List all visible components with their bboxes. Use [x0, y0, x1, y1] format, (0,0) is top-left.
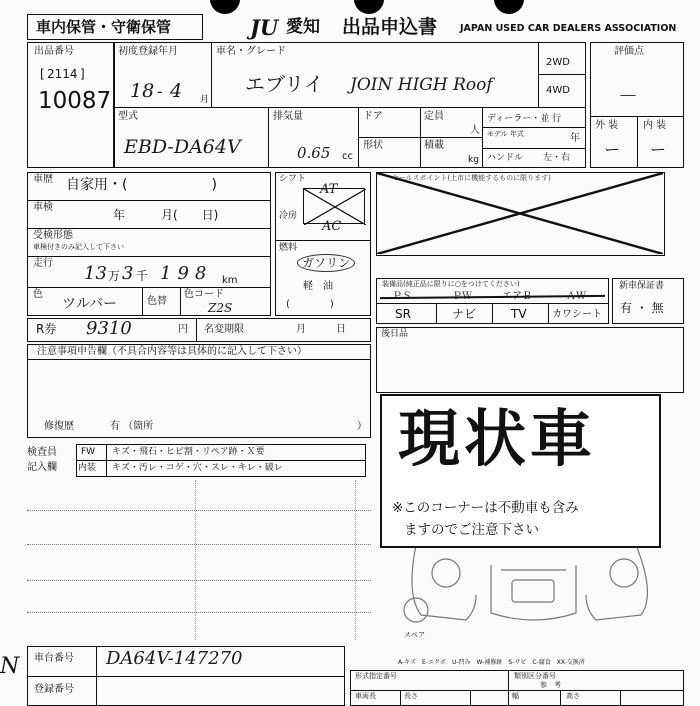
repair-value: 有 （箇所 [110, 421, 154, 432]
sales-point-box [376, 172, 665, 256]
shaken-label: 車検 [33, 202, 53, 213]
received-label: 受検形態 [33, 230, 73, 241]
left-margin-mark: N [0, 654, 20, 679]
class-label: 類別区分番号 [514, 672, 556, 680]
car-name: エブリイ [245, 72, 324, 96]
ju-logo: JU [250, 15, 279, 40]
inspector-label-1: 検査員 [27, 447, 57, 458]
mileage-man-unit: 万 [108, 269, 121, 283]
as-is-note-1: ※このコーナーは不動車も含み [392, 500, 579, 516]
delivery-label: 後日品 [381, 329, 409, 339]
spare-label: スペア [404, 631, 425, 639]
handle-label: ハンドル [487, 153, 524, 163]
damage-legend: A-キズ E-エクボ U-凹み W-補修跡 S-サビ C-腐食 XX-交換済 [398, 659, 585, 666]
int-text: キズ・汚レ・コゲ・穴・スレ・キレ・破レ [112, 463, 283, 473]
reference-label: 参 考 [540, 681, 561, 689]
interior-value: ー [650, 140, 667, 159]
model-label: 型式 [118, 111, 138, 122]
equip-navi: ナビ [452, 307, 477, 321]
as-is-title: 現状車 [398, 402, 597, 475]
chassis-label: 車台番号 [34, 653, 74, 664]
int-label: 内装 [78, 463, 97, 473]
height-sub: 高さ [566, 692, 580, 700]
color-change-label: 色替 [147, 296, 167, 307]
fuel-paren: ( ) [286, 299, 334, 310]
color-value: ツルバー [62, 296, 118, 312]
displacement-value: 0.65 [297, 144, 331, 162]
form-title: 出品申込書 [342, 16, 438, 38]
month-unit: 月 [200, 95, 210, 105]
cc-unit: cc [342, 151, 353, 162]
reg-year: 18 [130, 80, 155, 102]
lot-number: 10087 [38, 88, 112, 114]
score-value: － [618, 84, 638, 108]
use-label: 車歴 [33, 174, 53, 185]
recycle-label: R券 [36, 322, 57, 336]
car-grade: JOIN HIGH Roof [350, 75, 493, 95]
vehicle-length-label: 車両長 [355, 692, 376, 700]
chassis-value: DA64V-147270 [106, 648, 243, 669]
repair-close-paren: ） [357, 421, 367, 432]
mileage-sen: 3 [122, 263, 134, 284]
recycle-unit: 円 [178, 324, 188, 335]
exterior-value: ー [604, 140, 621, 159]
recycle-value: 9310 [86, 318, 132, 339]
logo-region: 愛知 [286, 17, 320, 37]
capacity-unit: 人 [470, 125, 480, 136]
exterior-label: 外 装 [595, 120, 619, 131]
notes-label: 注意事項申告欄（不具合内容等は具体的に記入して下さい） [37, 346, 307, 357]
equip-aw [566, 292, 586, 302]
name-change-value: 月 日 [296, 324, 346, 335]
delivery-box [376, 327, 684, 393]
form-header [250, 15, 677, 40]
model-code: EBD-DA64V [124, 136, 241, 158]
equipment-label: 装備品(純正品に限りに○をつけてください) [382, 280, 520, 288]
sales-point-label: セールスポイント(上市に機能するものに限ります) [392, 174, 551, 182]
storage-note-box [27, 14, 203, 40]
interior-label: 内 装 [643, 120, 667, 131]
car-name-label: 車名・グレード [216, 46, 286, 57]
name-change-label: 名変期限 [204, 324, 244, 335]
equip-tv: TV [511, 307, 527, 321]
as-is-note-2: ますのでご注意下さい [404, 522, 539, 538]
lot-sub-number: 2114 [47, 67, 78, 81]
fw-label: FW [81, 447, 96, 457]
as-is-stamp [380, 394, 661, 548]
shaken-value: 年 月( 日) [113, 208, 219, 222]
year-unit: 年 [570, 133, 580, 144]
shift-label: シフト [279, 174, 307, 184]
association-name: JAPAN USED CAR DEALERS ASSOCIATION [460, 23, 677, 34]
repair-label: 修復歴 [44, 421, 74, 432]
length-sub: 長さ [404, 692, 418, 700]
color-code-label: 色コード [184, 289, 224, 300]
form-spec-label: 形式指定番号 [355, 672, 397, 680]
door-label: ドア [363, 111, 383, 122]
width-sub: 幅 [512, 692, 519, 700]
drive-2wd: 2WD [546, 57, 570, 68]
first-reg-label: 初度登録年月 [118, 46, 178, 57]
lot-label: 出品番号 [34, 46, 74, 57]
shift-at: AT [320, 182, 338, 197]
load-unit: kg [468, 155, 479, 165]
mileage-unit: km [222, 275, 238, 286]
equip-sr: SR [395, 307, 411, 321]
warranty-value: 有 ・ 無 [620, 301, 664, 315]
capacity-label: 定員 [424, 111, 444, 122]
drive-4wd: 4WD [546, 85, 570, 96]
handle-options: 左・右 [543, 153, 571, 163]
score-label: 評価点 [614, 46, 644, 57]
load-label: 積載 [424, 140, 444, 151]
fuel-value: ガソリン [297, 254, 355, 272]
fuel-label: 燃料 [279, 243, 298, 253]
warranty-label: 新車保証書 [619, 281, 665, 291]
reg-number-label: 登録番号 [34, 684, 74, 695]
color-label: 色 [33, 289, 43, 300]
mileage-sen-unit: 千 [136, 269, 149, 283]
punch-hole [210, 0, 240, 14]
mileage-rest: 198 [160, 263, 213, 284]
mileage-man: 13 [84, 263, 107, 284]
use-value: 自家用・( ) [66, 177, 217, 193]
punch-hole [354, 0, 384, 14]
reg-month: 4 [170, 80, 183, 102]
fw-text: キズ・飛石・ヒビ割・リペア跡・Ｘ要 [112, 447, 265, 457]
color-code-value: Z2S [208, 301, 233, 315]
punch-hole [494, 0, 524, 14]
mileage-label: 走行 [33, 258, 53, 269]
dealer-label: ディーラー・並 行 [487, 114, 562, 124]
displacement-label: 排気量 [273, 111, 303, 122]
shape-label: 形状 [363, 140, 383, 151]
equip-seat: カワシート [552, 309, 602, 320]
cooler-label: 冷房 [279, 211, 298, 221]
model-year-label: モデル 年式 [487, 130, 524, 138]
storage-note: 車内保管・守衛保管 [36, 18, 172, 36]
cooler-value: AC [322, 219, 342, 234]
inspector-label-2: 記入欄 [27, 462, 57, 473]
received-note: 車検付きのみ記入して下さい [33, 243, 124, 251]
fuel-light-oil: 軽 油 [303, 281, 333, 292]
